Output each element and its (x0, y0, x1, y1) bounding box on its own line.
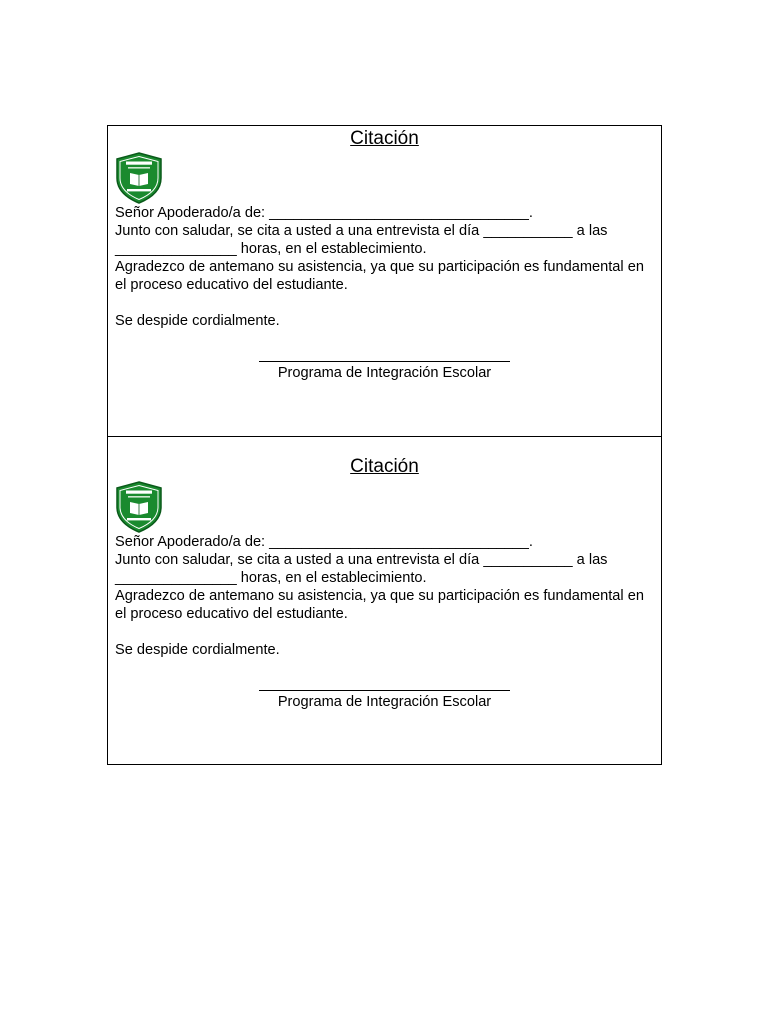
appointment-line: Junto con saludar, se cita a usted a una entrevista el día ___________ a las _______________ horas, en el establecimiento. (115, 552, 608, 586)
citation-body (115, 533, 655, 659)
school-crest-icon (114, 152, 164, 204)
guardian-line: Señor Apoderado/a de: ________________________________. (115, 534, 533, 550)
citation-card (108, 436, 661, 764)
appointment-line: Junto con saludar, se cita a usted a una entrevista el día ___________ a las _______________ horas, en el establecimiento. (115, 223, 608, 257)
gratitude-paragraph: Agradezco de antemano su asistencia, ya que su participación es fundamental en el proceso educativo del estudiante. (115, 259, 644, 293)
signature-line (259, 361, 510, 362)
citation-table (107, 125, 662, 765)
guardian-line: Señor Apoderado/a de: ________________________________. (115, 205, 533, 221)
farewell-text: Se despide cordialmente. (115, 642, 280, 658)
citation-title: Citación (350, 456, 419, 477)
school-crest-icon (114, 481, 164, 533)
signature-block (108, 363, 661, 382)
gratitude-paragraph: Agradezco de antemano su asistencia, ya que su participación es fundamental en el proceso educativo del estudiante. (115, 588, 644, 622)
signature-line (259, 690, 510, 691)
signature-label: Programa de Integración Escolar (277, 694, 492, 710)
citation-body (115, 204, 655, 330)
signature-label: Programa de Integración Escolar (277, 365, 492, 381)
citation-title: Citación (350, 128, 419, 149)
farewell-text: Se despide cordialmente. (115, 313, 280, 329)
citation-card (108, 126, 661, 436)
signature-block (108, 692, 661, 711)
